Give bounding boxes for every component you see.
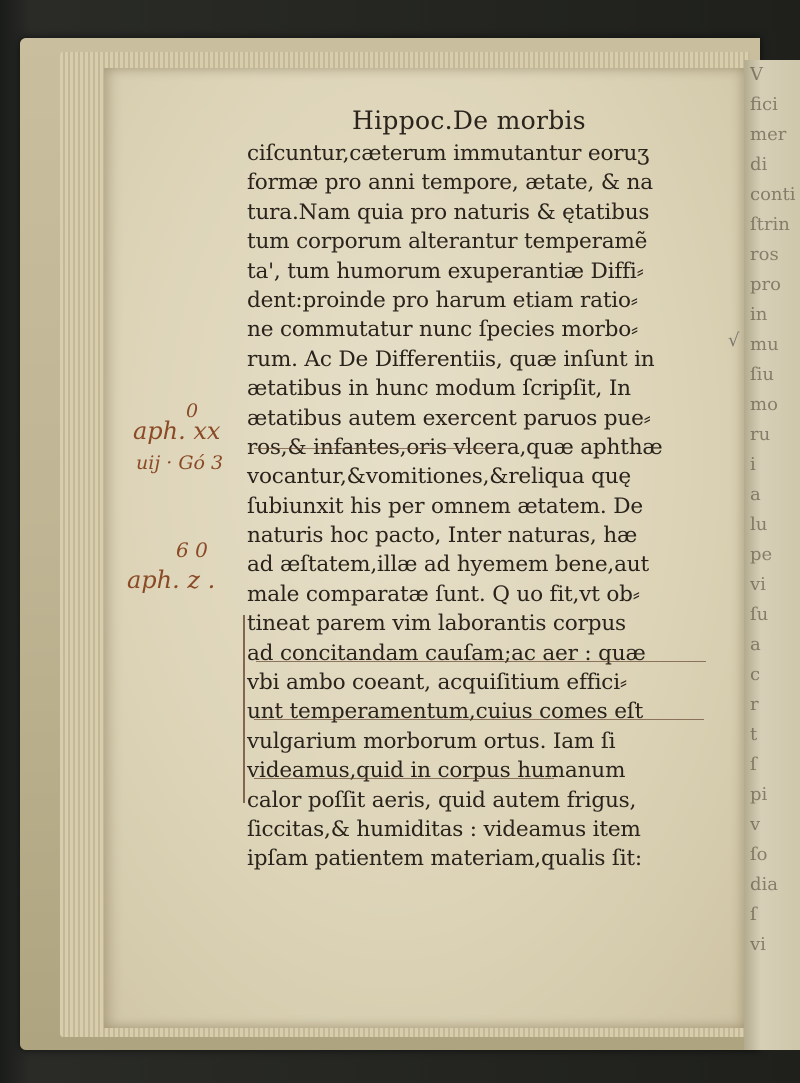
text-line: ciſcuntur,cæterum immutantur eoruʒ — [247, 141, 650, 166]
facing-page-fragment: ros — [750, 244, 779, 265]
facing-page-fragment: ſiu — [750, 364, 775, 385]
text-line: rum. Ac De Differentiis, quæ inſunt in — [247, 346, 655, 372]
facing-page-fragment: in — [750, 304, 768, 325]
text-line: ad concitandam cauſam;ac aer : quæ — [247, 640, 646, 666]
text-line: ætatibus in hunc modum ſcripſit, In — [247, 376, 631, 402]
text-line: ipſam patientem materiam,qualis ſit: — [247, 846, 642, 872]
facing-page-fragment: ru — [750, 424, 771, 445]
facing-page-fragment: dia — [750, 874, 779, 895]
pencil-tick-mark: √ — [728, 330, 740, 351]
text-line: ſiccitas,& humiditas : videamus item — [247, 816, 641, 842]
facing-page-fragment: a — [750, 634, 761, 655]
facing-page-fragment: c — [750, 664, 761, 685]
text-line: tineat parem vim laborantis corpus — [247, 611, 626, 637]
text-line: formæ pro anni tempore, ætate, & na — [247, 170, 653, 196]
facing-page — [744, 60, 800, 1050]
text-line: vulgarium morborum ortus. Iam ſi — [247, 728, 616, 754]
facing-page-fragment: pro — [750, 274, 781, 295]
text-line: ta', tum humorum exuperantiæ Diffi⸗ — [247, 258, 644, 284]
margin-note-1: aph. xx — [133, 417, 221, 445]
facing-page-fragment: ſtrin — [750, 214, 790, 235]
facing-page-fragment: mo — [750, 394, 778, 415]
text-line: calor poſſit aeris, quid autem frigus, — [247, 787, 637, 813]
facing-page-fragment: pi — [750, 784, 768, 805]
text-line: ſubiunxit his per omnem ætatem. De — [247, 493, 643, 519]
facing-page-fragment: lu — [750, 514, 768, 535]
facing-page-fragment: ſo — [750, 844, 768, 865]
facing-page-fragment: r — [750, 694, 759, 715]
facing-page-fragment: i — [750, 454, 756, 475]
underline-mark — [254, 719, 704, 720]
facing-page-fragment: vi — [750, 934, 766, 955]
text-line: vocantur,&vomitiones,&reliqua quę — [247, 464, 632, 490]
text-line: tum corporum alterantur temperamẽ — [247, 229, 648, 255]
text-line: naturis hoc pacto, Inter naturas, hæ — [247, 523, 638, 549]
margin-note-2: uij · Gó 3 — [136, 452, 224, 474]
facing-page-fragment: mu — [750, 334, 779, 355]
body-text — [247, 139, 707, 874]
facing-page-fragment: vi — [750, 574, 766, 595]
text-line: videamus,quid in corpus humanum — [247, 758, 626, 784]
facing-page-fragment: fici — [750, 94, 778, 115]
facing-page-fragment: ſu — [750, 604, 769, 625]
margin-note-5: 6 0 — [176, 538, 208, 562]
underline-mark — [254, 448, 494, 449]
underline-mark — [254, 778, 554, 779]
facing-page-fragment: conti — [750, 184, 796, 205]
running-header: Hippoc.De morbis — [352, 106, 586, 135]
facing-page-fragment: di — [750, 154, 768, 175]
margin-note-4: aph. z . — [127, 566, 216, 594]
margin-note-3: 0 — [186, 400, 199, 422]
text-line: ne commutatur nunc ſpecies morbo⸗ — [247, 317, 639, 343]
text-line: ætatibus autem exercent paruos pue⸗ — [247, 405, 651, 431]
facing-page-fragment: V — [750, 64, 763, 85]
facing-page-fragment: t — [750, 724, 758, 745]
facing-page-fragment: ſ — [750, 754, 757, 775]
facing-page-fragment: mer — [750, 124, 787, 145]
underline-mark — [256, 661, 706, 662]
text-line: male comparatæ ſunt. Q uo fit,vt ob⸗ — [247, 581, 640, 607]
facing-page-fragment: v — [750, 814, 761, 835]
facing-page-fragment: ſ — [750, 904, 757, 925]
text-line: vbi ambo coeant, acquiſitium effici⸗ — [247, 670, 627, 696]
text-line: tura.Nam quia pro naturis & ętatibus — [247, 199, 650, 225]
text-line: ad æſtatem,illæ ad hyemem bene,aut — [247, 552, 649, 578]
facing-page-fragment: pe — [750, 544, 773, 565]
facing-page-text — [750, 60, 800, 1050]
text-line: dent:proinde pro harum etiam ratio⸗ — [247, 287, 638, 313]
margin-bracket — [243, 615, 255, 803]
text-line: ros,& infantes,oris vlcera,quæ aphthæ — [247, 434, 663, 460]
facing-page-fragment: a — [750, 484, 761, 505]
text-line: unt temperamentum,cuius comes eſt — [247, 699, 644, 725]
